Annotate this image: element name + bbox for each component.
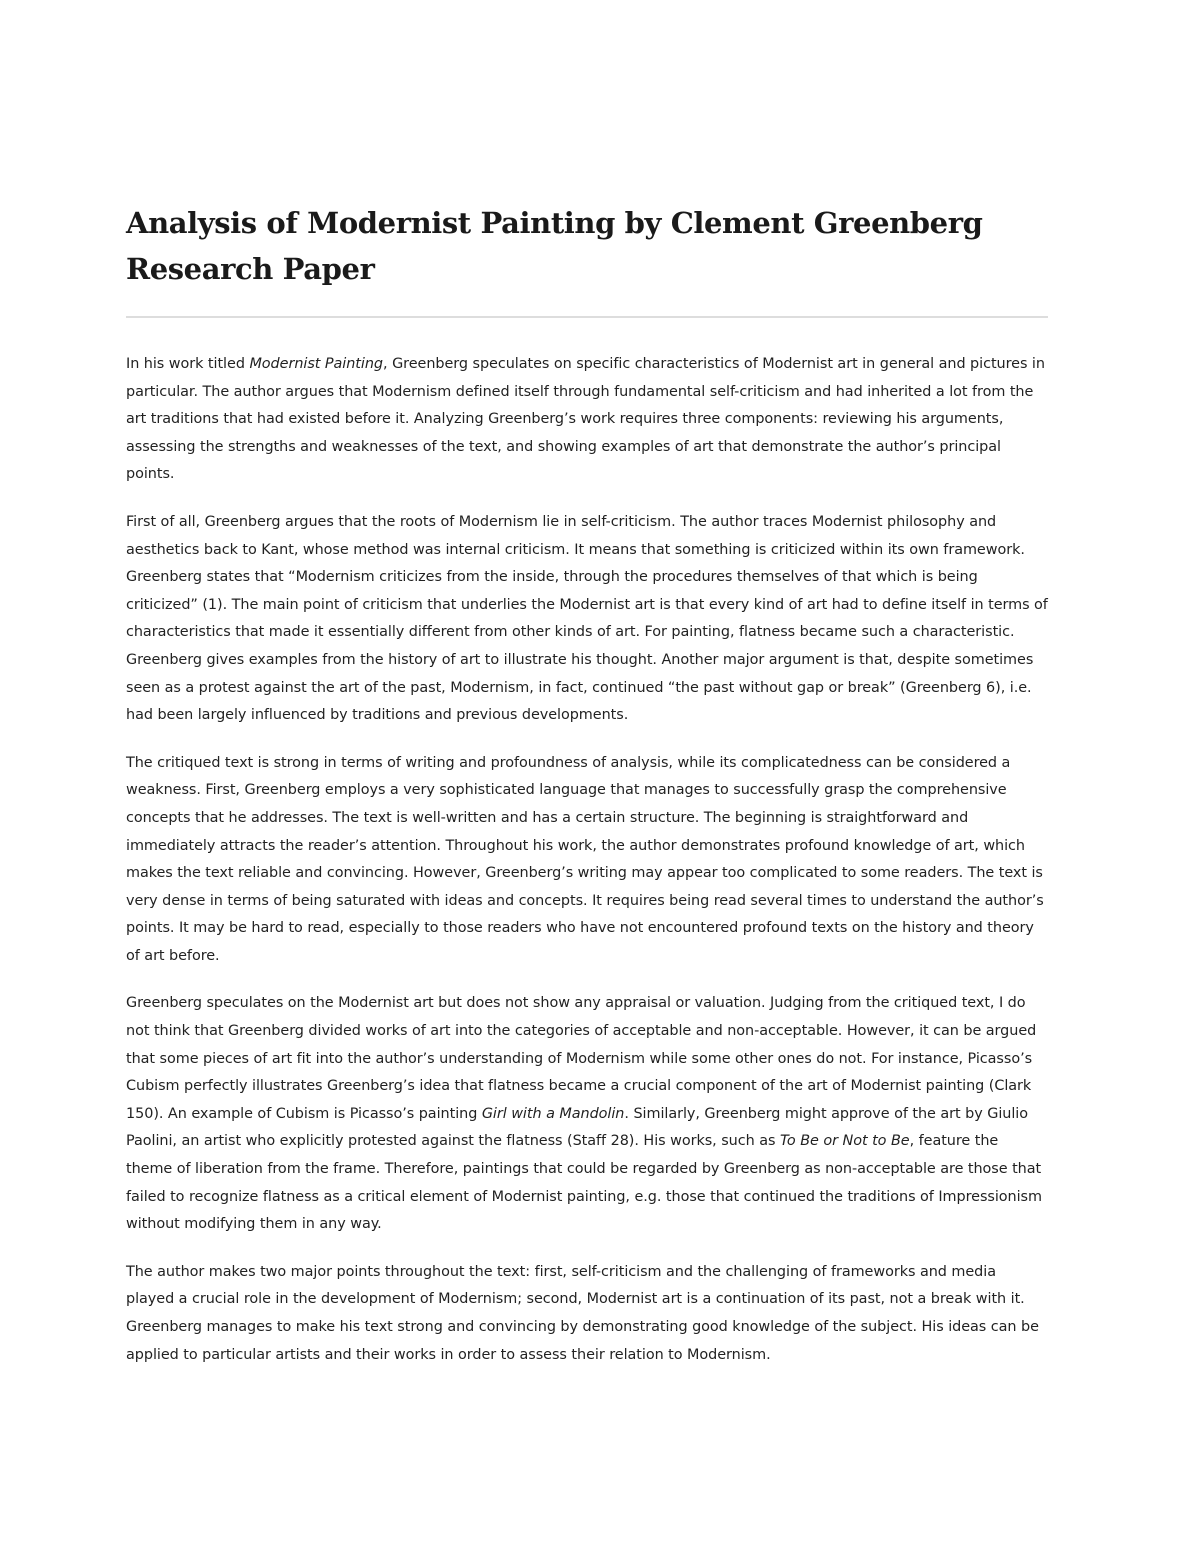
body-paragraph <box>126 351 1048 489</box>
paragraph-text: , feature the theme of liberation from the frame. Therefore, paintings that could be regarded by Greenberg as non-acceptable are those that failed to recognize flatness as a critical element of Modernist painting, e.g. those that continued the traditions of Impressionism without modifying them in any way. <box>126 1133 1042 1233</box>
paragraph-text: Greenberg speculates on the Modernist art but does not show any appraisal or valuation. Judging from the critiqued text, I do not think that Greenberg divided works of art into the categories of acceptable and non-acceptable. However, it can be argued that some pieces of art fit into the author’s understanding of Modernism while some other ones do not. For instance, Picasso’s Cubism perfectly illustrates Greenberg’s idea that flatness became a crucial component of the art of Modernist painting (Clark 150). An example of Cubism is Picasso’s painting <box>126 995 1037 1122</box>
paragraph-text: The author makes two major points throughout the text: first, self-criticism and the challenging of frameworks and media played a crucial role in the development of Modernism; second, Modernist art is a continuation of its past, not a break with it. Greenberg manages to make his text strong and convincing by demonstrating good knowledge of the subject. His ideas can be applied to particular artists and their works in order to assess their relation to Modernism. <box>126 1263 1039 1363</box>
italic-title-text: Modernist Painting <box>249 356 384 372</box>
document-page <box>126 200 1048 1389</box>
document-body <box>126 351 1048 1369</box>
italic-title-text: Girl with a Mandolin <box>481 1105 625 1122</box>
body-paragraph <box>126 990 1048 1238</box>
page-title: Analysis of Modernist Painting by Clement Greenberg Research Paper <box>126 206 983 286</box>
body-paragraph <box>126 1259 1048 1369</box>
paragraph-text: . Similarly, Greenberg might approve of the art by Giulio Paolini, an artist who explicitly protested against the flatness (Staff 28). His works, such as <box>126 1105 1028 1150</box>
body-paragraph <box>126 509 1048 730</box>
italic-title-text: To Be or Not to Be <box>779 1133 910 1150</box>
paragraph-text: The critiqued text is strong in terms of writing and profoundness of analysis, while its complicatedness can be considered a weakness. First, Greenberg employs a very sophisticated language that manages to successfully grasp the comprehensive concepts that he addresses. The text is well-written and has a certain structure. The beginning is straightforward and immediately attracts the reader’s attention. Throughout his work, the author demonstrates profound knowledge of art, which makes the text reliable and convincing. However, Greenberg’s writing may appear too complicated to some readers. The text is very dense in terms of being saturated with ideas and concepts. It requires being read several times to understand the author’s points. It may be hard to read, especially to those readers who have not encountered profound texts on the history and theory of art before. <box>126 754 1044 964</box>
paragraph-text: In his work titled <box>126 356 250 372</box>
title-divider <box>126 316 1048 318</box>
body-paragraph <box>126 750 1048 971</box>
paragraph-text: , Greenberg speculates on specific characteristics of Modernist art in general and pictures in particular. The author argues that Modernism defined itself through fundamental self-criticism and had inherited a lot from the art traditions that had existed before it. Analyzing Greenberg’s work requires three components: reviewing his arguments, assessing the strengths and weaknesses of the text, and showing examples of art that demonstrate the author’s principal points. <box>126 356 1045 483</box>
paragraph-text: First of all, Greenberg argues that the roots of Modernism lie in self-criticism. The author traces Modernist philosophy and aesthetics back to Kant, whose method was internal criticism. It means that something is criticized within its own framework. Greenberg states that “Modernism criticizes from the inside, through the procedures themselves of that which is being criticized” (1). The main point of criticism that underlies the Modernist art is that every kind of art had to define itself in terms of characteristics that made it essentially different from other kinds of art. For painting, flatness became such a characteristic. Greenberg gives examples from the history of art to illustrate his thought. Another major argument is that, despite sometimes seen as a protest against the art of the past, Modernism, in fact, continued “the past without gap or break” (Greenberg 6), i.e. had been largely influenced by traditions and previous developments. <box>126 513 1048 724</box>
